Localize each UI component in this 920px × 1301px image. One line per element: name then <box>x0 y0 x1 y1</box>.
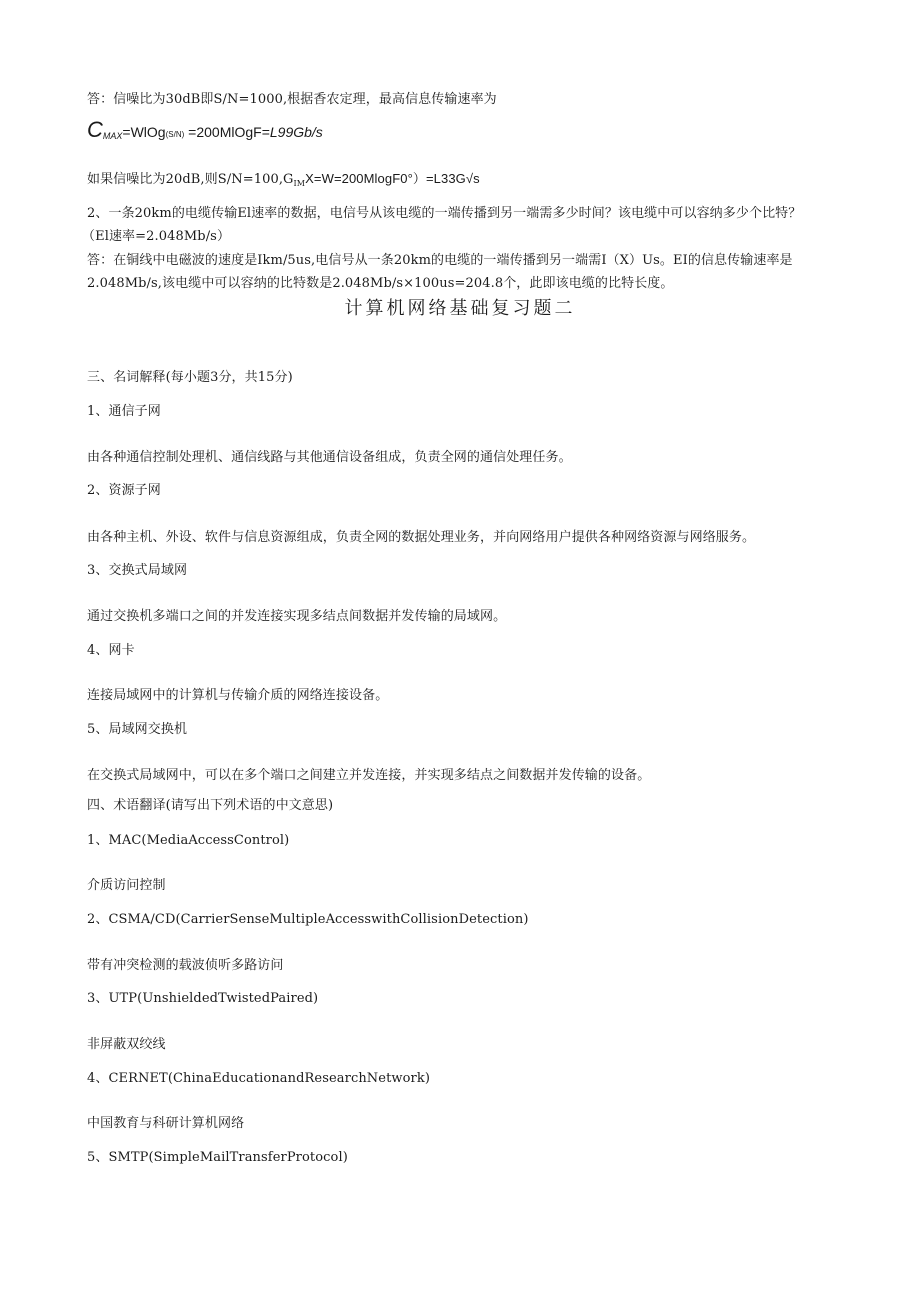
section3-term-3: 3、交换式局域网 <box>87 563 188 578</box>
section4-term-1: 1、MAC(MediaAccessControl) <box>87 833 290 848</box>
answer1-line3-suffix: X=W=200MlogF0°）=L33G√s <box>305 171 480 186</box>
answer1-line3 <box>87 171 480 189</box>
answer1-line1: 答：信噪比为30dB即S/N=1000,根据香农定理，最高信息传输速率为 <box>87 92 497 107</box>
q2-line1: 2、一条20km的电缆传输El速率的数据，电信号从该电缆的一端传播到另一端需多少时间？该电缆中可以容纳多少个比特？ <box>87 206 802 221</box>
section3-definition-5: 在交换式局域网中，可以在多个端口之间建立并发连接，并实现多结点之间数据并发传输的设备。 <box>87 768 651 783</box>
section3-term-5: 5、局域网交换机 <box>87 722 188 737</box>
q2-line3: 答：在铜线中电磁波的速度是Ikm/5us,电信号从一条20km的电缆的一端传播到另一端需I（X）Us。EI的信息传输速率是 <box>87 253 793 268</box>
answer1-line3-prefix: 如果信噪比为20dB,则S/N=100,G <box>87 172 294 187</box>
section4-translation-1: 介质访问控制 <box>87 878 166 893</box>
formula-result: L99Gb/s <box>269 124 323 140</box>
section3-definition-4: 连接局域网中的计算机与传输介质的网络连接设备。 <box>87 688 389 703</box>
section3-term-4: 4、网卡 <box>87 643 135 658</box>
section3-heading: 三、名词解释(每小题3分，共15分) <box>87 370 293 385</box>
section3-definition-2: 由各种主机、外设、软件与信息资源组成，负责全网的数据处理业务，并向网络用户提供各种网络资源与网络服务。 <box>87 530 756 545</box>
answer1-line3-sub: IM <box>293 179 306 188</box>
formula-part1-small: (S/N) <box>165 130 185 139</box>
q2-line2: （El速率=2.048Mb/s） <box>82 229 231 244</box>
section3-definition-1: 由各种通信控制处理机、通信线路与其他通信设备组成，负责全网的通信处理任务。 <box>87 450 572 465</box>
section4-translation-3: 非屏蔽双绞线 <box>87 1037 166 1052</box>
formula-c: C <box>87 117 103 142</box>
formula-sub: MAX <box>102 131 123 141</box>
section4-heading: 四、术语翻译(请写出下列术语的中文意思) <box>87 798 334 813</box>
section3-definition-3: 通过交换机多端口之间的并发连接实现多结点间数据并发传输的局域网。 <box>87 609 507 624</box>
section4-term-4: 4、CERNET(ChinaEducationandResearchNetwork) <box>87 1071 431 1086</box>
section3-term-2: 2、资源子网 <box>87 483 161 498</box>
section4-term-2: 2、CSMA/CD(CarrierSenseMultipleAccesswithCollisionDetection) <box>87 912 529 927</box>
formula-part1: =WlOg <box>122 124 166 140</box>
section4-translation-2: 带有冲突检测的载波侦听多路访问 <box>87 958 284 973</box>
section3-term-1: 1、通信子网 <box>87 404 161 419</box>
section4-term-5: 5、SMTP(SimpleMailTransferProtocol) <box>87 1150 348 1165</box>
q2-line4: 2.048Mb/s,该电缆中可以容纳的比特数是2.048Mb/s×100us=204.8个，此即该电缆的比特长度。 <box>87 276 674 291</box>
page-title: 计算机网络基础复习题二 <box>344 298 576 319</box>
section4-term-3: 3、UTP(UnshieldedTwistedPaired) <box>87 991 319 1006</box>
section4-translation-4: 中国教育与科研计算机网络 <box>87 1116 245 1131</box>
formula-part2: =200MlOgF= <box>184 124 270 140</box>
shannon-formula-1 <box>87 117 323 144</box>
